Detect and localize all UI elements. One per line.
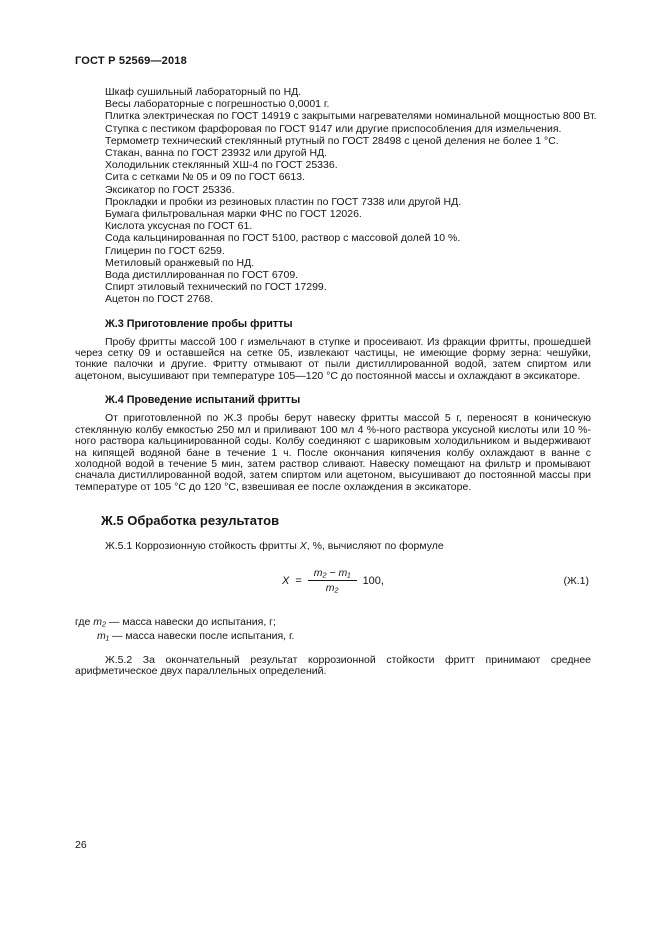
- paragraph-zh51-suffix: , %, вычисляют по формуле: [306, 540, 444, 553]
- paragraph-zh51-prefix: Ж.5.1 Коррозионную стойкость фритты: [105, 540, 300, 553]
- list-item: Кислота уксусная по ГОСТ 61.: [105, 220, 253, 233]
- variable-x: X: [299, 540, 307, 553]
- page-number: 26: [75, 839, 87, 851]
- list-item: Весы лабораторные с погрешностью 0,0001 г.: [105, 98, 330, 111]
- list-item: Вода дистиллированная по ГОСТ 6709.: [105, 269, 299, 282]
- list-item: Ступка с пестиком фарфоровая по ГОСТ 9147 или другие приспособления для измельчения.: [105, 122, 562, 135]
- equals-sign: =: [295, 574, 302, 587]
- list-item: Эксикатор по ГОСТ 25336.: [105, 183, 235, 196]
- list-item: Плитка электрическая по ГОСТ 14919 с закрытыми нагревателями номинальной мощностью 800 Вт.: [105, 110, 597, 123]
- fraction-denominator: m₂: [325, 582, 339, 595]
- where-block: [75, 615, 591, 644]
- section-heading-zh5: Ж.5 Обработка результатов: [101, 513, 280, 529]
- where-line: [75, 629, 591, 644]
- list-item: Бумага фильтровальная марки ФНС по ГОСТ 12026.: [105, 208, 362, 221]
- list-item: Спирт этиловый технический по ГОСТ 17299.: [105, 281, 327, 294]
- list-item: Шкаф сушильный лабораторный по НД.: [105, 86, 302, 98]
- variable-m2: m₂: [93, 615, 107, 628]
- list-item: Метиловый оранжевый по НД.: [105, 256, 255, 269]
- where-line: [75, 615, 591, 630]
- list-item: Термометр технический стеклянный ртутный по ГОСТ 28498 с ценой деления не более 1 °С.: [105, 134, 559, 147]
- section-paragraph-zh3: Пробу фритты массой 100 г измельчают в ступке и просеивают. Из фракции фритты, прошедшей через сетку 09 и оставшейся на сетке 05, извлекают частицы, не имеющие форму зерна: чешуйки, тонкие палочки и другие. Фритту отмывают от пыли дистиллированной водой, затем спиртом или ацетоном, высушивают при температуре 105—120 °С до постоянной массы и охлаждают в эксикаторе.: [75, 335, 591, 382]
- equipment-list: [75, 86, 597, 306]
- list-item: Стакан, ванна по ГОСТ 23932 или другой НД.: [105, 147, 328, 160]
- paragraph-zh52: Ж.5.2 За окончательный результат коррозионной стойкости фритт принимают среднее арифметическое двух параллельных определений.: [75, 653, 591, 678]
- formula: [282, 567, 384, 595]
- list-item: Глицерин по ГОСТ 6259.: [105, 244, 225, 257]
- formula-number: (Ж.1): [563, 574, 589, 587]
- formula-row: [75, 567, 591, 595]
- paragraph-zh51: [75, 541, 591, 552]
- formula-multiplier: 100,: [362, 574, 384, 587]
- section-heading-zh4: Ж.4 Проведение испытаний фритты: [105, 394, 301, 407]
- section-paragraph-zh4: От приготовленной по Ж.3 пробы берут навеску фритты массой 5 г, переносят в коническую стеклянную колбу емкостью 250 мл и приливают 100 мл 4 %-ного раствора уксусной кислоты или 10 %-ного раствора кальцинированной соды. Колбу соединяют с шариковым холодильником и выдерживают на кипящей водяной бане в течение 1 ч. После окончания кипячения колбу охлаждают в ванне с холодной водой в течение 5 мин, затем раствор сливают. Навеску помещают на фильтр и промывают сначала дистиллированной водой, затем спиртом или ацетоном, высушивают до постоянной массы при температуре от 105 °С до 120 °С, взвешивая ее после охлаждения в эксикаторе.: [75, 412, 591, 493]
- list-item: Сита с сетками № 05 и 09 по ГОСТ 6613.: [105, 171, 305, 184]
- list-item: Ацетон по ГОСТ 2768.: [105, 293, 214, 306]
- variable-m1: m₁: [97, 630, 110, 643]
- section-heading-zh3: Ж.3 Приготовление пробы фритты: [105, 317, 293, 330]
- where-text: — масса навески после испытания, г.: [109, 630, 295, 643]
- formula-lhs: X: [282, 574, 290, 587]
- where-text: — масса навески до испытания, г;: [106, 615, 276, 628]
- document-header: ГОСТ Р 52569—2018: [75, 55, 187, 67]
- list-item: Холодильник стеклянный ХШ-4 по ГОСТ 25336.: [105, 159, 338, 172]
- fraction-numerator: m₂ − m₁: [308, 567, 357, 582]
- fraction: [308, 567, 357, 595]
- list-item: Прокладки и пробки из резиновых пластин по ГОСТ 7338 или другой НД.: [105, 195, 462, 208]
- list-item: Сода кальцинированная по ГОСТ 5100, раствор с массовой долей 10 %.: [105, 232, 461, 245]
- where-prefix: где: [75, 615, 94, 628]
